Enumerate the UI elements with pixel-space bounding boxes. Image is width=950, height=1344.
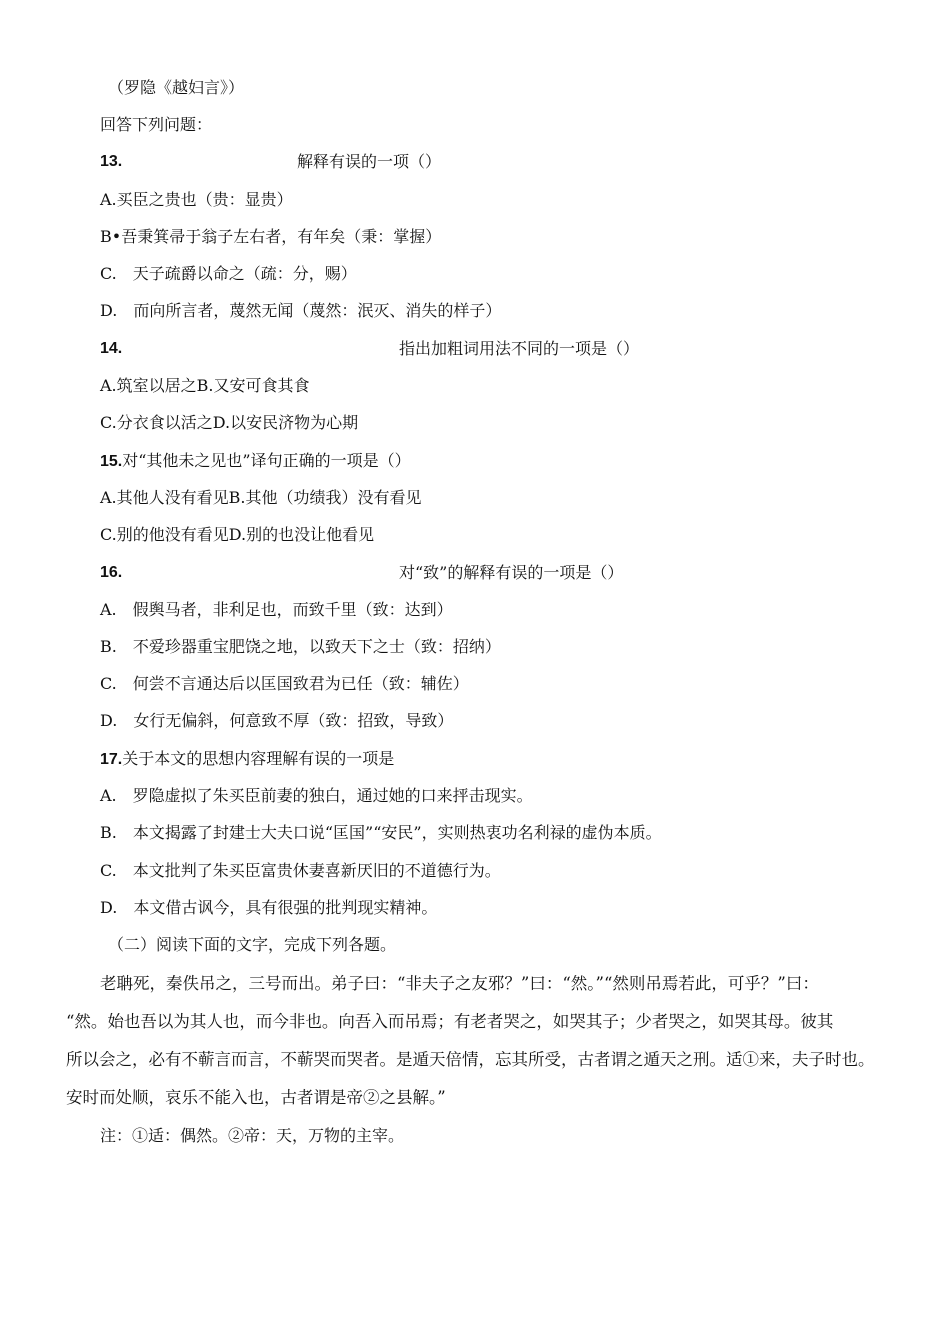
q14-options-ab: A.筑室以居之B.又安可食其食 [100,376,310,395]
passage-line-1: 老聃死，秦佚吊之，三号而出。弟子曰：“非夫子之友邪？”曰：“然。”“然则吊焉若此，可乎？”曰： [100,974,819,993]
q16-option-b: B. 不爱珍器重宝肥饶之地，以致天下之士（致：招纳） [100,637,501,656]
q13-option-d: D. 而向所言者，蔑然无闻（蔑然：泯灭、消失的样子） [100,301,502,320]
passage-line-3: 所以会之，必有不蕲言而言，不蕲哭而哭者。是遁天倍情，忘其所受，古者谓之遁天之刑。适①来，夫子时也。 [66,1050,875,1069]
footnote: 注：①适：偶然。②帝：天，万物的主宰。 [100,1126,405,1145]
q15-number: 15. [100,453,123,470]
q17-option-b: B. 本文揭露了封建士大夫口说“匡国”“安民”，实则热衷功名利禄的虚伪本质。 [100,823,662,842]
passage-line-2: “然。始也吾以为其人也，而今非也。向吾入而吊焉；有老者哭之，如哭其子；少者哭之，如哭其母。彼其 [66,1012,834,1031]
questions-prompt: 回答下列问题： [100,115,213,134]
q17-option-c: C. 本文批判了朱买臣富贵休妻喜新厌旧的不道德行为。 [100,861,501,880]
q15-options-cd: C.别的他没有看见D.别的也没让他看见 [100,525,375,544]
section-heading: （二）阅读下面的文字，完成下列各题。 [108,935,397,954]
q17-number: 17. [100,751,123,768]
q15-line [100,451,411,472]
q15-stem: 对“其他未之见也”译句正确的一项是（） [122,451,411,470]
q16-number: 16. [100,564,123,581]
q13-option-b: B•吾秉箕帚于翁子左右者，有年矣（秉：掌握） [100,227,442,246]
q13-number: 13. [100,153,123,170]
source-citation: （罗隐《越妇言》） [108,78,245,97]
q15-options-ab: A.其他人没有看见B.其他（功绩我）没有看见 [100,488,422,507]
q14-stem: 指出加粗词用法不同的一项是（） [399,339,640,358]
q17-line [100,749,394,770]
q16-stem: 对“致”的解释有误的一项是（） [399,563,624,582]
q13-option-a: A.买臣之贵也（贵：显贵） [100,190,293,209]
passage-line-4: 安时而处顺，哀乐不能入也，古者谓是帝②之县解。” [66,1088,446,1107]
q13-stem: 解释有误的一项（） [297,152,442,171]
q16-option-d: D. 女行无偏斜，何意致不厚（致：招致，导致） [100,711,454,730]
q16-option-c: C. 何尝不言通达后以匡国致君为已任（致：辅佐） [100,674,469,693]
q16-option-a: A. 假舆马者，非利足也，而致千里（致：达到） [100,600,453,619]
q13-option-c: C. 天子疏爵以命之（疏：分，赐） [100,264,357,283]
q17-option-a: A. 罗隐虚拟了朱买臣前妻的独白，通过她的口来抨击现实。 [100,786,533,805]
q14-number: 14. [100,340,123,357]
q17-option-d: D. 本文借古讽今，具有很强的批判现实精神。 [100,898,438,917]
q17-stem: 关于本文的思想内容理解有误的一项是 [122,749,395,768]
q14-options-cd: C.分衣食以活之D.以安民济物为心期 [100,413,359,432]
